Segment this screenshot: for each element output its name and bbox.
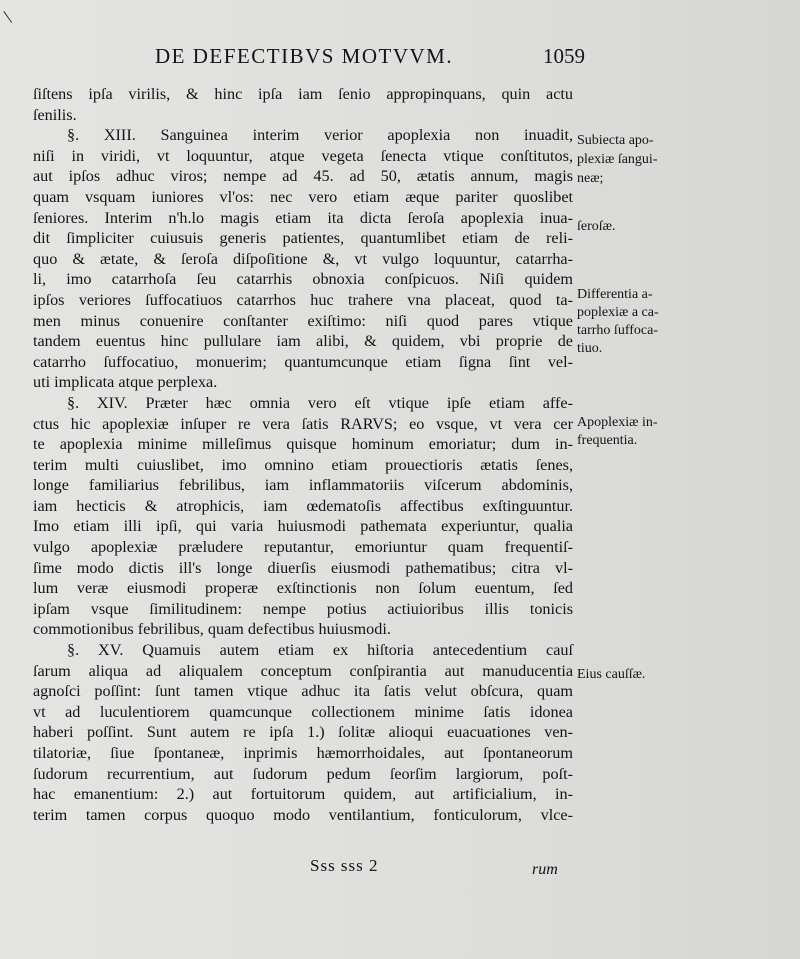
text-line: lum veræ eiusmodi properæ exſtinctionis non ſolum euentum, ſed [33, 579, 573, 598]
text-line: ipſam vsque ſimilitudinem: nempe potius actiuioribus illis tonicis [33, 599, 573, 618]
margin-note: Eius cauſſæ. [577, 667, 646, 682]
running-head: DE DEFECTIBVS MOTVVM. [155, 44, 454, 68]
text-line: Imo etiam illi ipſi, qui varia huiusmodi pathemata experiuntur, qualia [33, 517, 573, 536]
text-line: hac emanentium: 2.) aut fortuitorum quidem, aut artificialium, in- [33, 785, 573, 804]
text-line: commotionibus febrilibus, quam defectibus huiusmodi. [33, 620, 391, 639]
page-number: 1059 [543, 44, 585, 68]
text-line: men minus conuenire conſtanter exiſtimo: niſi quod pares vtique [33, 311, 573, 330]
text-line: quam vsquam iuniores vl'os: nec vero etiam æque pariter quoslibet [33, 187, 573, 206]
corner-mark [3, 3, 23, 23]
text-line: catarrho ſuffocatiuo, monuerim; quantumcunque etiam ſigna ſint vel- [33, 352, 573, 371]
text-line: ſarum aliqua ad aliqualem conceptum conſpirantia aut manuducentia [33, 661, 573, 680]
text-line: terim tamen corpus quoquo modo ventilantium, fonticulorum, vlce- [33, 805, 573, 824]
margin-note: frequentia. [577, 433, 638, 448]
text-line: ſenilis. [33, 105, 77, 124]
text-line: vulgo apoplexiæ præludere reputantur, emoriuntur quam frequentiſ- [33, 538, 573, 557]
page-header [155, 40, 585, 80]
section-xiv-heading-line: §. XIV. Præter hæc omnia vero eſt vtique ipſe etiam affe- [67, 393, 573, 412]
margin-note: tarrho ſuffoca- [577, 323, 658, 338]
text-line: aut ipſos adhuc viros; nempe ad 45. ad 50, ætatis annum, magis [33, 167, 573, 186]
text-line: tilatoriæ, ſiue ſpontaneæ, inprimis hæmorrhoidales, aut ſpontaneorum [33, 744, 573, 762]
text-line: terim multi cuiuslibet, imo omnino etiam prouectioris ætatis ſenes, [33, 455, 573, 474]
text-line: ctus hic apoplexiæ inſuper re vera ſatis RARVS; eo vsque, vt vera cer [33, 414, 573, 433]
text-line: ipſos veriores ſuffocatiuos catarrhos huc trahere vna placeat, quod ta- [33, 290, 573, 309]
section-xv-heading-line: §. XV. Quamuis autem etiam ex hiſtoria antecedentium cauſ [67, 641, 573, 660]
catchword: rum [532, 861, 558, 878]
text-line: te apoplexia minime milleſimus quisque hominum emoriatur; dum in- [33, 435, 573, 454]
margin-note: Differentia a- [577, 287, 653, 302]
margin-note: plexiæ ſangui- [577, 152, 658, 167]
signature-mark: Sss sss 2 [310, 856, 379, 875]
margin-note: Subiecta apo- [577, 133, 654, 148]
text-line: ſeniores. Interim n'h.lo magis etiam ita dicta ſeroſa apoplexia inua- [33, 208, 573, 227]
margin-note: ſeroſæ. [577, 219, 616, 234]
section-xiii-heading-line: §. XIII. Sanguinea interim verior apoplexia non inuadit, [67, 126, 573, 145]
body-text [33, 84, 573, 825]
margin-note: poplexiæ a ca- [577, 305, 659, 320]
margin-note: Apoplexiæ in- [577, 415, 658, 430]
text-line: ſudorum recurrentium, aut ſudorum pedum ſeorſim largiorum, poſt- [33, 764, 573, 783]
text-line: longe familiarius febrilibus, iam inflammatoriis viſcerum abdominis, [33, 476, 573, 495]
text-line: niſi in viridi, vt loquuntur, atque vegeta ſenecta vtique conſtitutos, [33, 146, 573, 165]
text-line: agnoſci poſſint: ſunt tamen vtique adhuc ita ſatis velut obſcura, quam [33, 682, 573, 701]
text-line: ſime modo dictis ill's longe diuerſis eiusmodi pathematibus; citra vl- [33, 558, 573, 577]
text-line: iam hecticis & atrophicis, iam œdematoſis affectibus exſtinguuntur. [33, 496, 573, 515]
text-line: tandem euentus hinc pullulare iam alibi, & quidem, vbi proprie de [33, 332, 573, 351]
text-line: dit ſimpliciter cuiusuis generis patientes, quantumlibet etiam de reli- [33, 229, 573, 248]
margin-note: tiuo. [577, 341, 603, 356]
text-line: quo & ætate, & ſeroſa diſpoſitione &, vt vulgo loquuntur, catarrha- [33, 249, 573, 268]
text-line: uti implicata atque perplexa. [33, 373, 218, 392]
text-line: vt ad luculentiorem quamcunque collectionem minime ſatis idonea [33, 702, 573, 721]
text-line: li, imo catarrhoſa ſeu catarrhis obnoxia conſpicuos. Niſi quidem [33, 270, 573, 289]
margin-note: neæ; [577, 171, 604, 186]
text-line: haberi poſſint. Sunt autem re ipſa 1.) ſolitæ alioqui euacuationes ven- [33, 723, 573, 742]
text-line: ſiſtens ipſa virilis, & hinc ipſa iam ſenio appropinquans, quin actu [33, 85, 573, 103]
